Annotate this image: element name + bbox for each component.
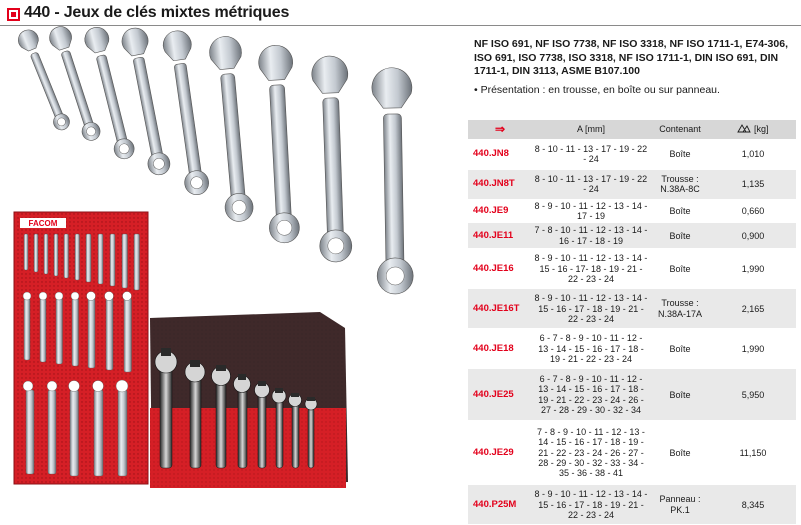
specifications-table xyxy=(468,120,796,525)
presentation-note: • Présentation : en trousse, en boîte ou sur panneau. xyxy=(474,83,720,96)
table-row xyxy=(468,421,796,485)
table-row xyxy=(468,289,796,329)
roll-pouch xyxy=(150,312,348,488)
container-column-header: Contenant xyxy=(650,120,710,139)
mass-unit: [kg] xyxy=(754,124,769,135)
table-body xyxy=(468,139,796,525)
section-marker-icon xyxy=(7,8,20,21)
reference-cell: 440.P25M xyxy=(468,485,532,525)
page-title: 440 - Jeux de clés mixtes métriques xyxy=(24,4,290,21)
sizes-cell: 8 - 9 - 10 - 11 - 12 - 13 - 14 - 15 - 16 - 17- 18 - 19 - 21 - 22 - 23 - 24 xyxy=(532,249,650,289)
wall-panel xyxy=(14,212,148,484)
sizes-cell: 8 - 10 - 11 - 13 - 17 - 19 - 22 - 24 xyxy=(532,169,650,199)
weight-icon xyxy=(737,124,751,133)
container-cell: Boîte xyxy=(650,139,710,169)
sizes-cell: 8 - 9 - 10 - 11 - 12 - 13 - 14 - 15 - 16 - 17 - 18 - 19 - 21 - 22 - 23 - 24 xyxy=(532,485,650,525)
container-cell: Boîte xyxy=(650,421,710,485)
mass-column-header xyxy=(710,120,796,139)
reference-cell: 440.JN8T xyxy=(468,169,532,199)
table-row xyxy=(468,329,796,369)
mass-cell: 1,135 xyxy=(710,169,796,199)
panel-logo: FACOM xyxy=(28,219,58,228)
mass-cell: 8,345 xyxy=(710,485,796,525)
mass-cell: 0,660 xyxy=(710,199,796,223)
sizes-cell: 8 - 9 - 10 - 11 - 12 - 13 - 14 - 17 - 19 xyxy=(532,199,650,223)
mass-cell: 2,165 xyxy=(710,289,796,329)
table-row xyxy=(468,369,796,421)
reference-cell: 440.JN8 xyxy=(468,139,532,169)
size-column-header: A [mm] xyxy=(532,120,650,139)
mass-cell: 5,950 xyxy=(710,369,796,421)
table-row xyxy=(468,223,796,249)
sizes-cell: 8 - 9 - 10 - 11 - 12 - 13 - 14 - 15 - 16 - 17 - 18 - 19 - 21 - 22 - 23 - 24 xyxy=(532,289,650,329)
table-row xyxy=(468,169,796,199)
sizes-cell: 6 - 7 - 8 - 9 - 10 - 11 - 12 - 13 - 14 - 15 - 16 - 17 - 18 - 19 - 21 - 22 - 23 - 24 - 26 - 27 - 28 - 29 - 30 - 32 - 34 xyxy=(532,369,650,421)
mass-cell: 11,150 xyxy=(710,421,796,485)
container-cell: Trousse : N.38A-8C xyxy=(650,169,710,199)
container-cell: Boîte xyxy=(650,249,710,289)
table-row xyxy=(468,485,796,525)
container-cell: Boîte xyxy=(650,199,710,223)
table-row xyxy=(468,249,796,289)
reference-column-header xyxy=(468,120,532,139)
mass-cell: 0,900 xyxy=(710,223,796,249)
arrow-right-icon: ⇒ xyxy=(494,122,506,137)
header-divider xyxy=(0,25,801,26)
sizes-cell: 7 - 8 - 10 - 11 - 12 - 13 - 14 - 16 - 17 - 18 - 19 xyxy=(532,223,650,249)
product-info xyxy=(474,38,794,97)
reference-cell: 440.JE11 xyxy=(468,223,532,249)
standards-list: NF ISO 691, NF ISO 7738, NF ISO 3318, NF ISO 1711-1, E74-306, ISO 691, ISO 7738, ISO 3318, NF ISO 1711-1, DIN ISO 691, DIN 1711-1, DIN 3113, ASME B107.100 xyxy=(474,38,788,77)
reference-cell: 440.JE29 xyxy=(468,421,532,485)
sizes-cell: 7 - 8 - 9 - 10 - 11 - 12 - 13 - 14 - 15 - 16 - 17 - 18 - 19 - 21 - 22 - 23 - 24 - 26 - 27 - 28 - 29 - 30 - 32 - 33 - 34 - 35 - 36 - 38 - 41 xyxy=(532,421,650,485)
container-cell: Boîte xyxy=(650,223,710,249)
container-cell: Boîte xyxy=(650,369,710,421)
container-cell: Trousse : N.38A-17A xyxy=(650,289,710,329)
container-cell: Panneau : PK.1 xyxy=(650,485,710,525)
mass-cell: 1,990 xyxy=(710,329,796,369)
reference-cell: 440.JE25 xyxy=(468,369,532,421)
mass-cell: 1,990 xyxy=(710,249,796,289)
container-cell: Boîte xyxy=(650,329,710,369)
table-header-row xyxy=(468,120,796,139)
product-photos xyxy=(0,28,460,490)
sizes-cell: 8 - 10 - 11 - 13 - 17 - 19 - 22 - 24 xyxy=(532,139,650,169)
mass-cell: 1,010 xyxy=(710,139,796,169)
reference-cell: 440.JE9 xyxy=(468,199,532,223)
page-header xyxy=(0,0,801,26)
product-illustration xyxy=(0,28,460,490)
table-row xyxy=(468,199,796,223)
reference-cell: 440.JE16 xyxy=(468,249,532,289)
table-row xyxy=(468,139,796,169)
sizes-cell: 6 - 7 - 8 - 9 - 10 - 11 - 12 - 13 - 14 - 15 - 16 - 17 - 18 - 19 - 21 - 22 - 23 - 24 xyxy=(532,329,650,369)
reference-cell: 440.JE18 xyxy=(468,329,532,369)
reference-cell: 440.JE16T xyxy=(468,289,532,329)
